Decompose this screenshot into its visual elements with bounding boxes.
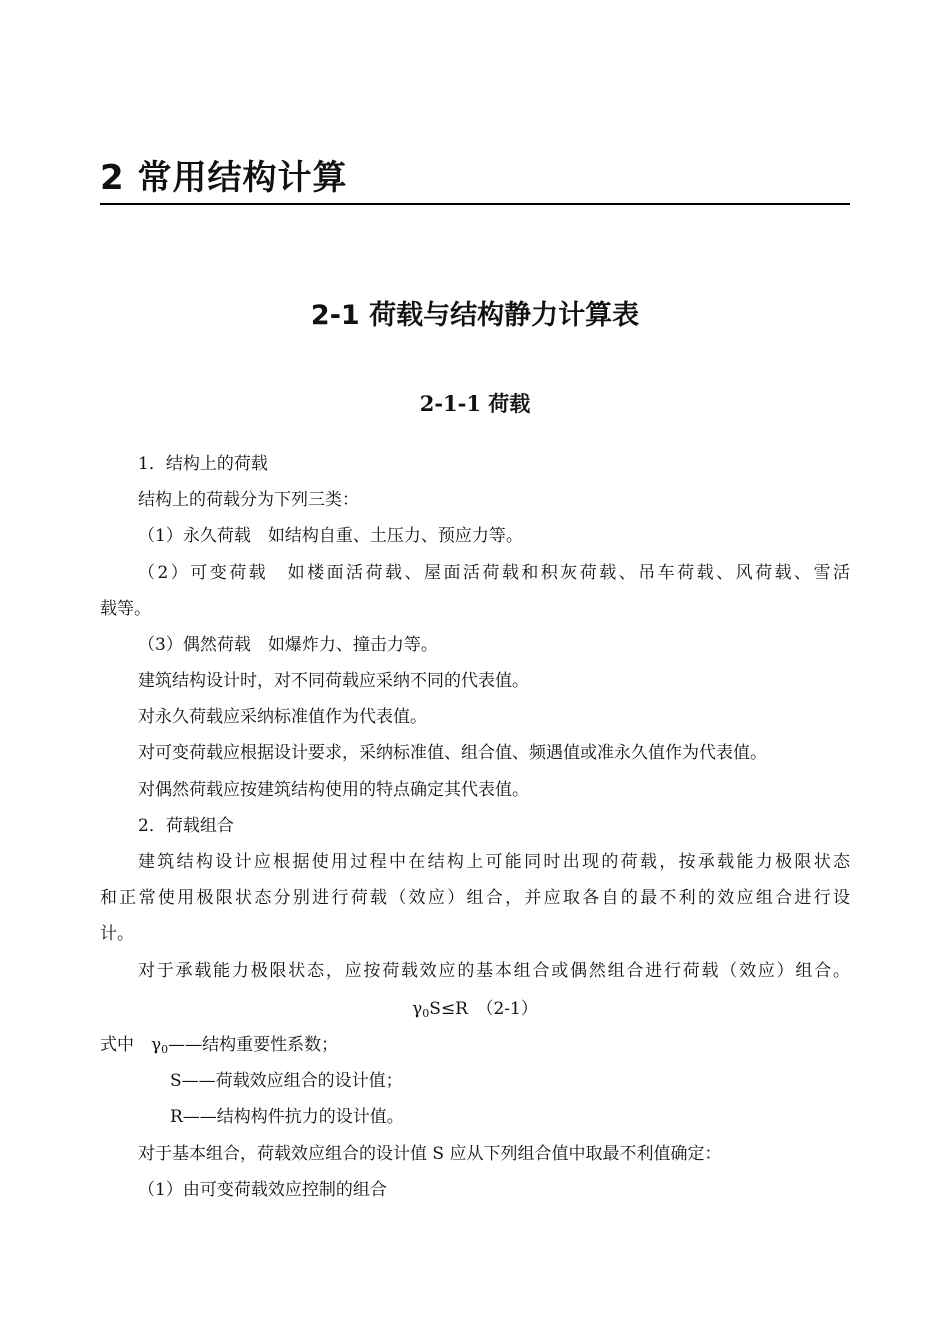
definition-r: R——结构构件抗力的设计值。 xyxy=(170,1107,404,1127)
paragraph: 建筑结构设计时，对不同荷载应采纳不同的代表值。 xyxy=(138,671,529,691)
heading-load-combination: 2．荷载组合 xyxy=(138,816,234,836)
section-title: 2-1 荷载与结构静力计算表 xyxy=(310,300,640,331)
where-subscript: 0 xyxy=(161,1043,169,1056)
where-definition: ——结构重要性系数； xyxy=(168,1035,339,1055)
subsection-title: 2-1-1 荷载 xyxy=(419,391,531,416)
paragraph: 对于承载能力极限状态，应按荷载效应的基本组合或偶然组合进行荷载（效应）组合。 xyxy=(138,961,850,981)
paragraph: 对永久荷载应采纳标准值作为代表值。 xyxy=(138,707,427,727)
where-clause xyxy=(100,1033,338,1057)
list-item-continuation: 载等。 xyxy=(100,599,151,619)
list-item: （1）由可变荷载效应控制的组合 xyxy=(138,1180,387,1200)
chapter-divider xyxy=(100,203,850,205)
paragraph: 结构上的荷载分为下列三类： xyxy=(138,490,359,510)
equation-gamma: γ xyxy=(412,999,423,1019)
list-item: （1）永久荷载 如结构自重、土压力、预应力等。 xyxy=(138,526,523,546)
heading-loads-on-structure: 1．结构上的荷载 xyxy=(138,454,268,474)
equation-2-1 xyxy=(100,997,850,1021)
paragraph: 对可变荷载应根据设计要求，采纳标准值、组合值、频遇值或准永久值作为代表值。 xyxy=(138,743,767,763)
equation-body: S≤R （2-1） xyxy=(429,999,538,1019)
definition-s: S——荷载效应组合的设计值； xyxy=(170,1071,403,1091)
paragraph-continuation: 计。 xyxy=(100,924,134,944)
where-label: 式中 γ xyxy=(100,1035,162,1055)
paragraph: 对于基本组合，荷载效应组合的设计值 S 应从下列组合值中取最不利值确定： xyxy=(138,1144,722,1164)
paragraph-continuation: 和正常使用极限状态分别进行荷载（效应）组合，并应取各自的最不利的效应组合进行设 xyxy=(100,888,850,908)
chapter-title: 2 常用结构计算 xyxy=(100,158,348,198)
paragraph: 建筑结构设计应根据使用过程中在结构上可能同时出现的荷载，按承载能力极限状态 xyxy=(138,852,850,872)
list-item: （3）偶然荷载 如爆炸力、撞击力等。 xyxy=(138,635,438,655)
equation-subscript: 0 xyxy=(422,1007,430,1020)
list-item: （2）可变荷载 如楼面活荷载、屋面活荷载和积灰荷载、吊车荷载、风荷载、雪活 xyxy=(138,563,850,583)
paragraph: 对偶然荷载应按建筑结构使用的特点确定其代表值。 xyxy=(138,780,529,800)
